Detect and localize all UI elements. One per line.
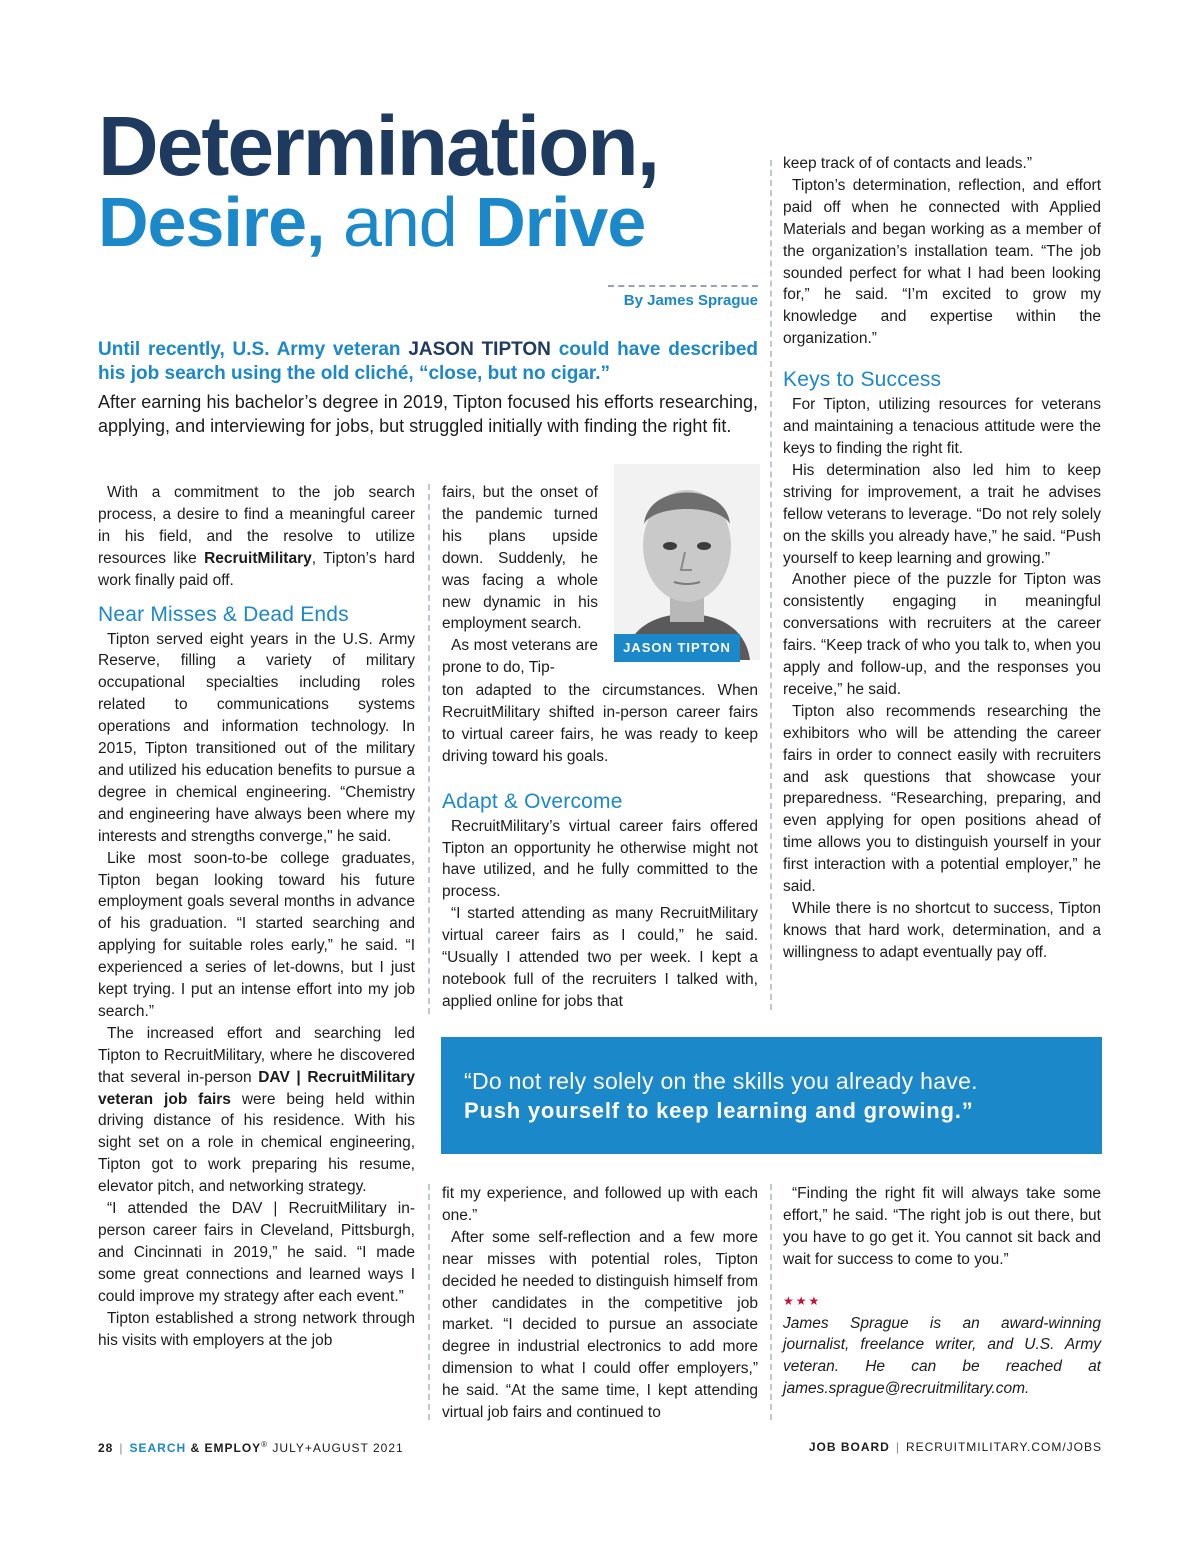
author-bio: James Sprague is an award-winning journalist, freelance writer, and U.S. Army veteran. He can be reached at james.sprague@recruitmilitary.com. bbox=[783, 1314, 1101, 1398]
byline-rule bbox=[608, 285, 758, 287]
pub-name-search: SEARCH bbox=[129, 1441, 187, 1455]
paragraph: Tipton served eight years in the U.S. Army Reserve, filling a variety of military occupational specialties including roles related to communications systems operations and information technology. In 2015, Tipton transitioned out of the military and utilized his education benefits to pursue a degree in chemical engineering. “Chemistry and engineering have always been where my interests and strengths converge," he said. bbox=[98, 630, 415, 845]
pull-quote-line-1: “Do not rely solely on the skills you already have. bbox=[464, 1068, 978, 1094]
page-number: 28 bbox=[98, 1441, 114, 1455]
paragraph: Tipton established a strong network through his visits with employers at the job bbox=[98, 1309, 415, 1349]
subhead-keys-to-success: Keys to Success bbox=[783, 368, 942, 392]
paragraph-continuation: keep track of of contacts and leads.” bbox=[783, 155, 1032, 172]
text: The increased effort and searching led Tipton to RecruitMilitary, where he discovered that several in-person bbox=[98, 1024, 415, 1086]
stars-divider: ★★★ bbox=[783, 1293, 822, 1308]
paragraph: Another piece of the puzzle for Tipton was consistently engaging in meaningful conversations with recruiters at the career fairs. “Keep track of who you talk to, when you apply and follow-up, and the responses you receive,” he said. bbox=[783, 571, 1101, 698]
deck-name: JASON TIPTON bbox=[408, 339, 551, 360]
paragraph: Tipton’s determination, reflection, and effort paid off when he connected with Applied Materials and began working as a member of the organization’s installation team. “The job sounded perfect for what I had been looking for,” he said. “I’m excited to grow my knowledge and expertise within the organization.” bbox=[783, 176, 1101, 348]
column-1 bbox=[98, 482, 415, 1351]
paragraph: “Finding the right fit will always take some effort,” he said. “The right job is out there, but you have to go get it. You cannot sit back and wait for success to come to you.” bbox=[783, 1185, 1101, 1268]
column-divider bbox=[428, 484, 430, 1014]
paragraph bbox=[98, 482, 415, 592]
column-divider bbox=[770, 160, 772, 1010]
paragraph: fairs, but the onset of the pandemic turned his plans upside down. Suddenly, he was facing a whole new dynamic in his employment search. bbox=[442, 484, 598, 633]
paragraph: Like most soon-to-be college graduates, Tipton began looking toward his future employment goals several months in advance of his graduation. “I started searching and applying for suitable roles early,” he said. “I experienced a series of let-downs, but I just kept trying. I put an intense effort into my job search.” bbox=[98, 849, 415, 1020]
byline: By James Sprague bbox=[623, 292, 758, 309]
intro-paragraph: After earning his bachelor’s degree in 2019, Tipton focused his efforts researching, applying, and interviewing for jobs, but struggled initially with finding the right fit. bbox=[98, 392, 758, 436]
deck-pre: Until recently, U.S. Army veteran bbox=[98, 339, 409, 360]
subhead-near-misses: Near Misses & Dead Ends bbox=[98, 602, 349, 626]
pull-quote-line-2: Push yourself to keep learning and growing.” bbox=[464, 1098, 974, 1123]
headline-word-desire: Desire, bbox=[98, 183, 325, 261]
section-name: JOB BOARD bbox=[808, 1440, 890, 1454]
column-2 bbox=[442, 680, 758, 1013]
text: , Tipton’s hard work finally paid off. bbox=[98, 549, 415, 589]
photo-caption: JASON TIPTON bbox=[614, 634, 740, 662]
paragraph: RecruitMilitary’s virtual career fairs offered Tipton an opportunity he otherwise might not have utilized, and he fully committed to the process. bbox=[442, 817, 758, 901]
column-divider bbox=[770, 1184, 772, 1420]
paragraph: After some self-reflection and a few more near misses with potential roles, Tipton decided he needed to distinguish himself from other candidates in the competitive job market. “I decided to pursue an associate degree in industrial electronics to add more dimension to what I could offer employers,” he said. “At the same time, I kept attending virtual job fairs and continued to bbox=[442, 1228, 758, 1422]
paragraph bbox=[98, 1023, 415, 1198]
headline-line-2 bbox=[98, 180, 645, 264]
paragraph: Tipton also recommends researching the exhibitors who will be attending the career fairs in order to connect easily with recruiters and ask questions that showcase your preparedness. “Researching, preparing, and even applying for open positions ahead of time allows you to distinguish yourself in your first interaction with a potential employer,” he said. bbox=[783, 702, 1101, 896]
paragraph: ton adapted to the circumstances. When RecruitMilitary shifted in-person career fairs to virtual career fairs, he was ready to keep driving toward his goals. bbox=[442, 682, 758, 765]
footer-right: JOB BOARD | RECRUITMILITARY.COM/JOBS bbox=[808, 1440, 1102, 1454]
paragraph: “I started attending as many RecruitMilitary virtual career fairs as I could,” he said. “Usually I attended two per week. I kept a notebook full of the recruiters I talked with, applied online for jobs that bbox=[442, 905, 758, 1010]
headline-word-and: and bbox=[342, 183, 457, 261]
text: were being held within driving distance of his residence. With his sight set on a role in chemical engineering, Tipton got to work preparing his resume, elevator pitch, and networking strategy. bbox=[98, 1090, 415, 1196]
column-2-bottom bbox=[442, 1183, 758, 1424]
pub-name-employ: & EMPLOY bbox=[190, 1441, 262, 1455]
section-url[interactable]: RECRUITMILITARY.COM/JOBS bbox=[905, 1440, 1102, 1454]
paragraph: For Tipton, utilizing resources for veterans and maintaining a tenacious attitude were the keys to finding the right fit. bbox=[783, 396, 1101, 457]
paragraph-continuation: fit my experience, and followed up with each one.” bbox=[442, 1185, 758, 1224]
issue-date: JULY+AUGUST 2021 bbox=[272, 1441, 404, 1455]
headline-word-drive: Drive bbox=[475, 183, 646, 261]
deck bbox=[98, 338, 758, 386]
column-divider bbox=[428, 1184, 430, 1420]
headline-line-1: Determination, bbox=[98, 99, 659, 193]
paragraph-start: As most veterans are prone to do, Tip- bbox=[442, 637, 598, 677]
deck-post: could have described his job search using the old cliché, “close, but no cigar.” bbox=[98, 339, 759, 384]
subhead-adapt-overcome: Adapt & Overcome bbox=[442, 789, 623, 813]
column-3-bottom bbox=[783, 1183, 1101, 1400]
portrait-illustration bbox=[614, 464, 760, 660]
column-2-wrap bbox=[442, 482, 598, 679]
paragraph: His determination also led him to keep striving for improvement, a trait he advises fellow veterans to leverage. “Do not rely solely on the skills you already have,” he said. “Push yourself to keep learning and growing.” bbox=[783, 461, 1101, 567]
paragraph: While there is no shortcut to success, Tipton knows that hard work, determination, and a willingness to adapt eventually pay off. bbox=[783, 900, 1101, 961]
recruitmilitary-bold: RecruitMilitary bbox=[204, 549, 312, 567]
paragraph: “I attended the DAV | RecruitMilitary in-person career fairs in Cleveland, Pittsburgh, and Cincinnati in 2019,” he said. “I made some great connections and learned ways I could improve my strategy after each event.” bbox=[98, 1200, 415, 1305]
column-3 bbox=[783, 153, 1101, 964]
portrait-photo bbox=[614, 464, 760, 660]
registered-mark: ® bbox=[261, 1440, 269, 1449]
job-fairs-bold: DAV | RecruitMilitary veteran job fairs bbox=[98, 1068, 416, 1108]
text: With a commitment to the job search process, a desire to find a meaningful career in his field, and the resolve to utilize resources like bbox=[98, 484, 415, 567]
pull-quote-box bbox=[441, 1037, 1102, 1154]
footer-left: 28 | SEARCH & EMPLOY® JULY+AUGUST 2021 bbox=[98, 1440, 404, 1455]
